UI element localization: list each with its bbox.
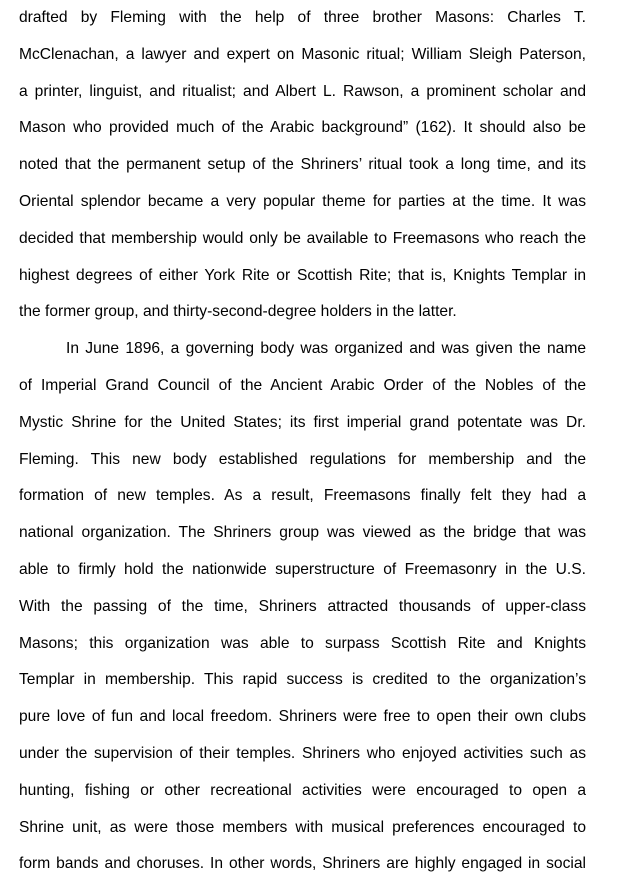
text-line: pure love of fun and local freedom. Shriners were free to open their own clubs [19,708,586,726]
text-line: the former group, and thirty-second-degree holders in the latter. [19,303,457,321]
text-line: Masons; this organization was able to surpass Scottish Rite and Knights [19,634,586,652]
text-line: hunting, fishing or other recreational activities were encouraged to open a [19,781,586,799]
text-line: Fleming. This new body established regulations for membership and the [19,450,586,468]
text-line: form bands and choruses. In other words, Shriners are highly engaged in social [19,855,586,873]
text-line: decided that membership would only be available to Freemasons who reach the [19,229,586,247]
text-line: national organization. The Shriners group was viewed as the bridge that was [19,524,586,542]
text-line: Mystic Shrine for the United States; its first imperial grand potentate was Dr. [19,413,586,431]
text-line: drafted by Fleming with the help of three brother Masons: Charles T. [19,9,586,26]
text-line: In June 1896, a governing body was organized and was given the name [66,340,586,358]
paragraph-1 [19,0,586,331]
text-line: highest degrees of either York Rite or Scottish Rite; that is, Knights Templar in [19,266,586,284]
text-line: noted that the permanent setup of the Shriners’ ritual took a long time, and its [19,156,586,174]
text-line: With the passing of the time, Shriners attracted thousands of upper-class [19,597,586,615]
text-line: Templar in membership. This rapid success is credited to the organization’s [19,671,586,689]
text-line: Mason who provided much of the Arabic background” (162). It should also be [19,119,586,137]
text-line: a printer, linguist, and ritualist; and Albert L. Rawson, a prominent scholar and [19,82,586,100]
document-page [19,0,586,883]
text-line: McClenachan, a lawyer and expert on Masonic ritual; William Sleigh Paterson, [19,45,586,63]
paragraph-2 [19,331,586,883]
text-line: under the supervision of their temples. Shriners who enjoyed activities such as [19,744,586,762]
text-line: formation of new temples. As a result, Freemasons finally felt they had a [19,487,586,505]
text-line: able to firmly hold the nationwide superstructure of Freemasonry in the U.S. [19,560,586,578]
text-line: of Imperial Grand Council of the Ancient Arabic Order of the Nobles of the [19,376,586,394]
text-line: Oriental splendor became a very popular theme for parties at the time. It was [19,192,586,210]
text-line: Shrine unit, as were those members with musical preferences encouraged to [19,818,586,836]
